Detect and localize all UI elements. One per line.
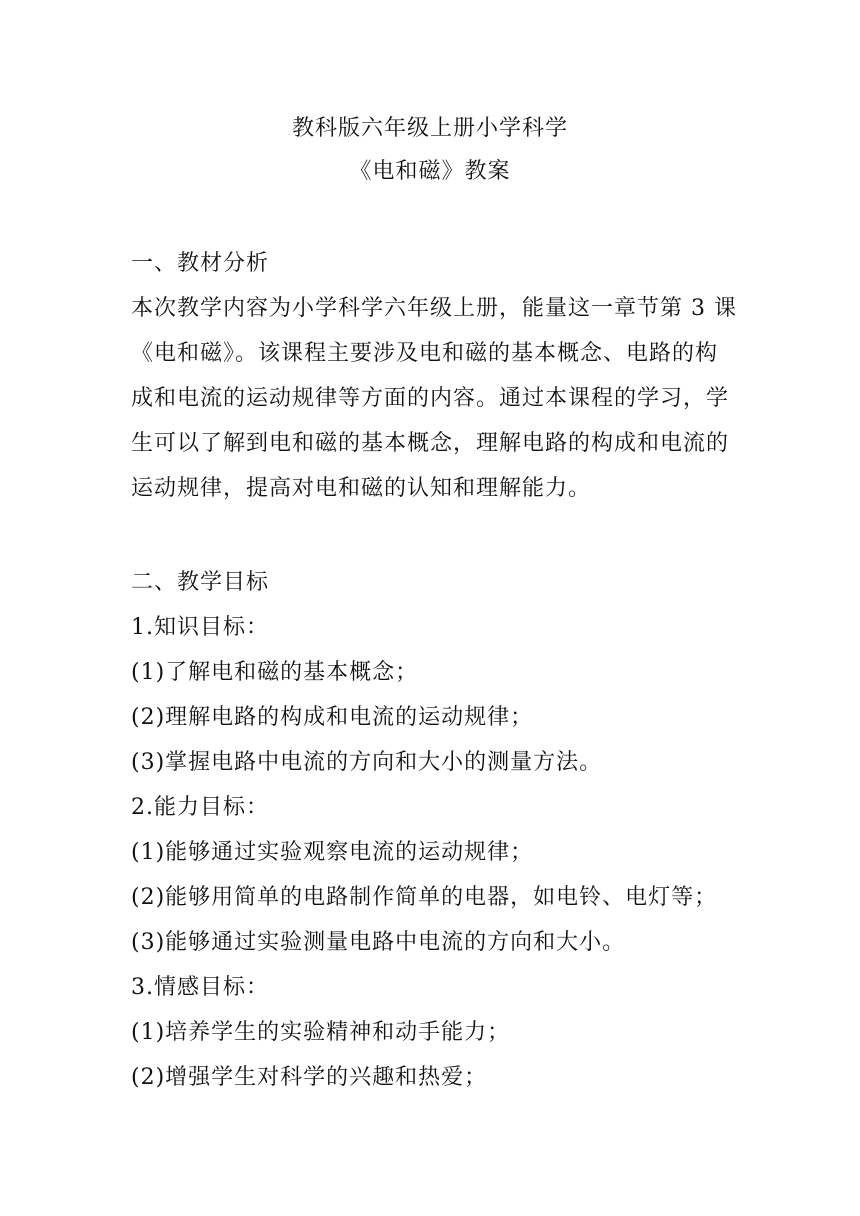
paragraph-line: 运动规律，提高对电和磁的认知和理解能力。 bbox=[131, 476, 592, 501]
list-item: (2)增强学生对科学的兴趣和热爱； bbox=[131, 1065, 488, 1090]
document-title: 教科版六年级上册小学科学 bbox=[291, 116, 568, 141]
subheading-knowledge-goals: 1.知识目标： bbox=[131, 615, 269, 640]
paragraph-line: 本次教学内容为小学科学六年级上册，能量这一章节第 3 课 bbox=[131, 296, 737, 321]
section-heading: 一、教材分析 bbox=[131, 251, 270, 276]
list-item: (2)理解电路的构成和电流的运动规律； bbox=[131, 705, 534, 730]
list-item: (1)能够通过实验观察电流的运动规律； bbox=[131, 840, 534, 865]
paragraph-line: 生可以了解到电和磁的基本概念，理解电路的构成和电流的 bbox=[131, 431, 730, 456]
paragraph-line: 《电和磁》。该课程主要涉及电和磁的基本概念、电路的构 bbox=[131, 341, 719, 366]
section-teaching-goals bbox=[131, 560, 731, 1100]
list-item: (1)了解电和磁的基本概念； bbox=[131, 660, 419, 685]
subheading-emotion-goals: 3.情感目标： bbox=[131, 975, 269, 1000]
list-item: (2)能够用简单的电路制作简单的电器，如电铃、电灯等； bbox=[131, 885, 718, 910]
subheading-ability-goals: 2.能力目标： bbox=[131, 795, 269, 820]
list-item: (1)培养学生的实验精神和动手能力； bbox=[131, 1020, 511, 1045]
paragraph-line: 成和电流的运动规律等方面的内容。通过本课程的学习，学 bbox=[131, 386, 730, 411]
list-item: (3)能够通过实验测量电路中电流的方向和大小。 bbox=[131, 930, 626, 955]
document-subtitle: 《电和磁》教案 bbox=[349, 159, 511, 184]
section-material-analysis bbox=[131, 241, 737, 511]
list-item: (3)掌握电路中电流的方向和大小的测量方法。 bbox=[131, 750, 603, 775]
section-heading: 二、教学目标 bbox=[131, 570, 270, 595]
